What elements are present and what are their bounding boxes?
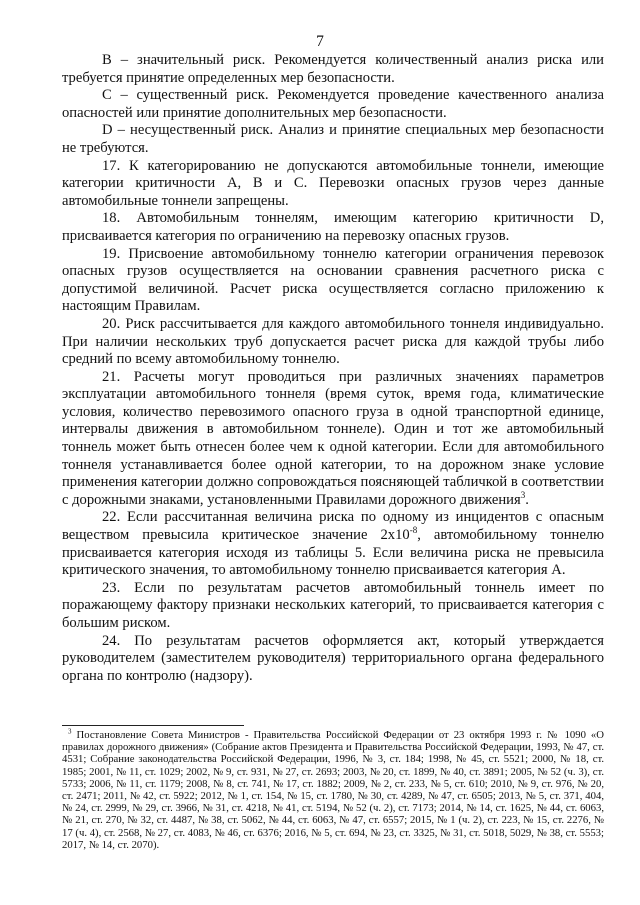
paragraph-20: 20. Риск рассчитывается для каждого автомобильного тоннеля индивидуально. При наличии нескольких труб допускается расчет риска для каждой трубы либо средний по всему автомобильному тоннелю. xyxy=(62,315,604,368)
footnote xyxy=(62,729,604,851)
footnote-text: Постановление Совета Министров - Правительства Российской Федерации от 23 октября 1993 г. № 1090 «О правилах дорожного движения» (Собрание актов Президента и Правительства Российской Федерации, 1993, № 47, ст. 4531; Собрание законодательства Российской Федерации, 1996, № 3, ст. 184; 1998, № 45, ст. 5521; 2000, № 18, ст. 1985; 2001, № 11, ст. 1029; 2002, № 9, ст. 931, № 27, ст. 2693; 2003, № 20, ст. 1899, № 40, ст. 3891; 2005, № 52 (ч. 3), ст. 5733; 2006, № 11, ст. 1179; 2008, № 8, ст. 741, № 17, ст. 1882; 2009, № 2, ст. 233, № 5, ст. 610; 2010, № 9, ст. 976, № 20, ст. 2471; 2011, № 42, ст. 5922; 2012, № 1, ст. 154, № 15, ст. 1780, № 30, ст. 4289, № 47, ст. 6505; 2013, № 5, ст. 371, 404, № 24, ст. 2999, № 29, ст. 3966, № 31, ст. 4218, № 41, ст. 5194, № 52 (ч. 2), ст. 7173; 2014, № 14, ст. 1625, № 44, ст. 6063, № 21, ст. 270, № 32, ст. 4487, № 38, ст. 5062, № 44, ст. 6063, № 47, ст. 6557; 2015, № 1 (ч. 2), ст. 223, № 15, ст. 2276, № 17 (ч. 4), ст. 2568, № 27, ст. 4083, № 46, ст. 6376; 2016, № 5, ст. 694, № 23, ст. 3325, № 31, ст. 5018, 5029, № 38, ст. 5553; 2017, № 14, ст. 2070). xyxy=(62,729,604,851)
footnote-separator xyxy=(62,725,244,726)
paragraph-22-after: , автомобильному тоннелю присваивается категория исходя из таблицы 5. Если величина риска не превысила критического значения, то автомобильному тоннелю присваивается категория A. xyxy=(62,527,604,579)
paragraph-18: 18. Автомобильным тоннелям, имеющим категорию критичности D, присваивается категория по ограничению на перевозку опасных грузов. xyxy=(62,210,604,244)
page-number: 7 xyxy=(316,33,324,50)
critical-value-exponent: -8 xyxy=(409,525,418,536)
paragraph-17: 17. К категорированию не допускаются автомобильные тоннели, имеющие категории критичности A, B и C. Перевозки опасных грузов через данные автомобильные тоннели запрещены. xyxy=(62,157,604,209)
paragraph-23: 23. Если по результатам расчетов автомобильный тоннель имеет по поражающему фактору признаки нескольких категорий, то присваивается категория с большим риском. xyxy=(62,579,604,631)
paragraph-21-end: . xyxy=(525,491,529,508)
paragraph-risk-d: D – несущественный риск. Анализ и принятие специальных мер безопасности не требуются. xyxy=(62,122,604,156)
paragraph-22 xyxy=(62,509,604,579)
footnote-reference: 3 xyxy=(520,489,526,500)
paragraph-risk-c: C – существенный риск. Рекомендуется проведение качественного анализа опасностей или принятие дополнительных мер безопасности. xyxy=(62,87,604,121)
paragraph-24: 24. По результатам расчетов оформляется акт, который утверждается руководителем (заместителем руководителя) территориального органа федерального органа по контролю (надзору). xyxy=(62,632,604,684)
document-body xyxy=(62,52,604,685)
paragraph-risk-b: B – значительный риск. Рекомендуется количественный анализ риска или требуется принятие определенных мер безопасности. xyxy=(62,52,604,86)
footnote-mark: 3 xyxy=(68,727,72,736)
paragraph-19: 19. Присвоение автомобильному тоннелю категории ограничения перевозок опасных грузов осуществляется на основании сравнения расчетного риска с допустимой величиной. Расчет риска осуществляется согласно приложению к настоящим Правилам. xyxy=(62,245,604,315)
paragraph-22-before: 22. Если рассчитанная величина риска по одному из инцидентов с опасным веществом превысила критическое значение 2x10 xyxy=(62,509,604,544)
paragraph-21 xyxy=(62,369,604,510)
paragraph-21-text: 21. Расчеты могут проводиться при различных значениях параметров эксплуатации автомобильного тоннеля (время суток, время года, климатические условия, количество перевозимого опасного груза в одной транспортной единице, интервалы движения в автомобильном тоннеле). Один и тот же автомобильный тоннель может быть отнесен более чем к одной категории. Если для автомобильного тоннеля устанавливается более одной категории, то на дорожном знаке условие применения категории должно сопровождаться поясняющей табличкой в соответствии с дорожными знаками, установленными Правилами дорожного движения xyxy=(62,368,604,508)
